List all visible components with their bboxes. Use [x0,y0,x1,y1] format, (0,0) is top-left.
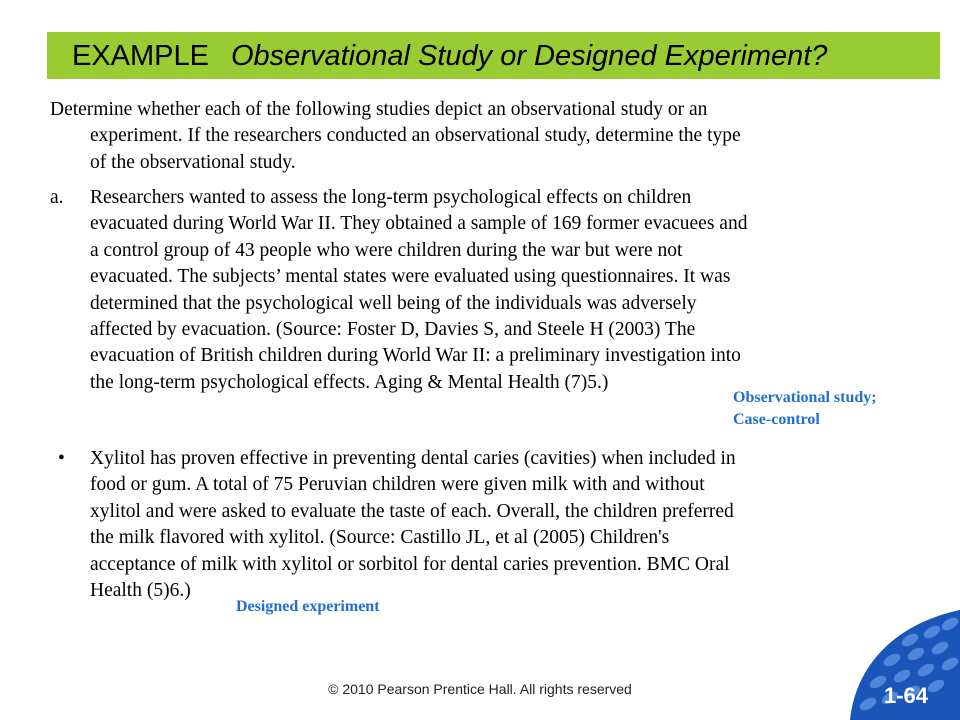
item-b-line: Xylitol has proven effective in preventing dental caries (cavities) when included in [90,448,736,469]
intro-line: of the observational study. [90,151,296,173]
intro-paragraph [50,97,741,176]
item-a-answer-line: Case-control [733,411,820,428]
title-subtitle: Observational Study or Designed Experiment? [231,40,828,72]
item-a-line: evacuated. The subjects’ mental states were evaluated using questionnaires. It was [90,266,731,288]
item-b-line: acceptance of milk with xylitol or sorbitol for dental caries prevention. BMC Oral [90,553,730,575]
intro-line: experiment. If the researchers conducted an observational study, determine the type [90,125,741,147]
item-a-line: a control group of 43 people who were children during the war but were not [90,239,683,261]
item-a-line: determined that the psychological well being of the individuals was adversely [90,292,697,314]
item-a-paragraph [50,185,747,396]
title-label: EXAMPLE [72,40,209,72]
item-a-answer-line: Observational study; [733,389,877,406]
page-number: 1-64 [884,683,929,708]
item-b-line: xylitol and were asked to evaluate the taste of each. Overall, the children preferred [90,500,734,522]
intro-line: Determine whether each of the following studies depict an observational study or an [50,99,708,120]
item-a-marker: a. [50,187,64,208]
item-b-answer: Designed experiment [236,598,380,615]
item-b-line: food or gum. A total of 75 Peruvian children were given milk with and without [90,474,705,496]
bullet-marker: • [58,448,65,469]
copyright-footer: © 2010 Pearson Prentice Hall. All rights reserved [328,681,632,697]
item-b-line: the milk flavored with xylitol. (Source: Castillo JL, et al (2005) Children's [90,527,670,549]
item-b-paragraph [50,446,736,604]
item-b-line: Health (5)6.) [90,580,191,602]
item-a-line: evacuation of British children during World War II: a preliminary investigation into [90,345,741,367]
item-a-line: evacuated during World War II. They obtained a sample of 169 former evacuees and [90,213,748,235]
item-a-answer [733,387,877,431]
item-a-line: Researchers wanted to assess the long-term psychological effects on children [90,187,692,208]
item-a-line: the long-term psychological effects. Aging & Mental Health (7)5.) [90,371,609,393]
slide-title [72,36,827,76]
item-a-line: affected by evacuation. (Source: Foster D, Davies S, and Steele H (2003) The [90,319,696,341]
